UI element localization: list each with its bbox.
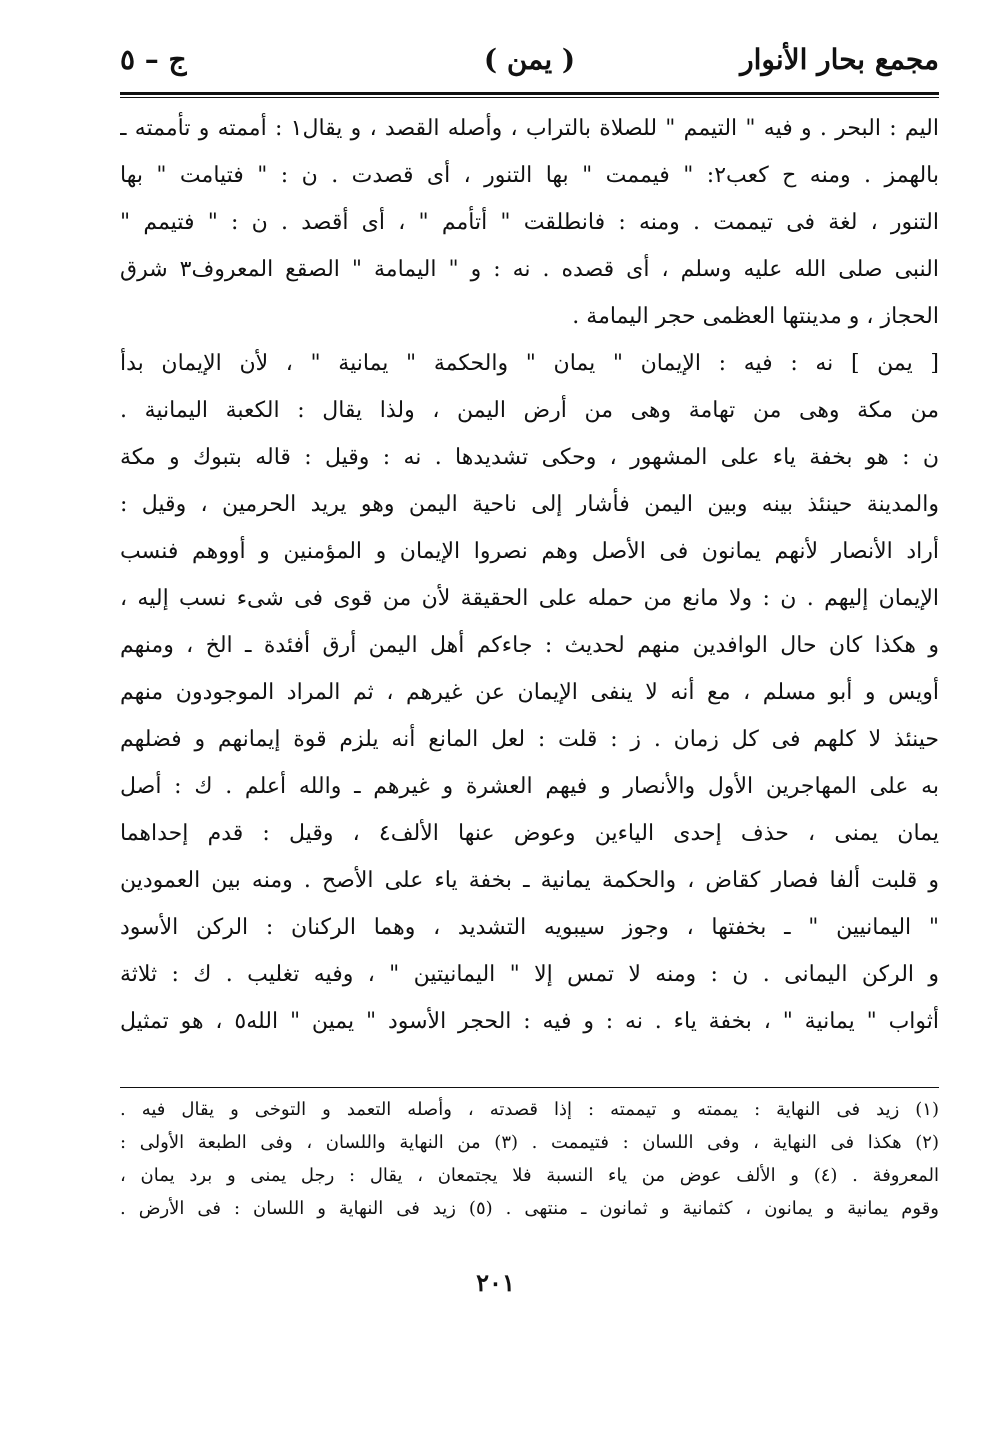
footnote-line: وقوم يمانية و يمانون ، كثمانية و ثمانون ـ منتهى . (٥) زيد فى النهاية و اللسان : فى الأرض .: [120, 1198, 939, 1219]
footnotes: [120, 1093, 939, 1225]
footnote-line: المعروفة . (٤) و الألف عوض من ياء النسبة فلا يجتمعان ، يقال : رجل يمنى و برد يمان ،: [120, 1165, 939, 1186]
text-line: و هكذا كان حال الوافدين منهم لحديث : جاءكم أهل اليمن أرق أفئدة ـ الخ ، ومنهم: [120, 633, 939, 658]
text-line: أثواب " يمانية " ، بخفة ياء . نه : و فيه : الحجر الأسود " يمين " الله٥ ، هو تمثيل: [120, 1009, 939, 1034]
running-header: [120, 40, 939, 90]
header-rule-thick: [120, 92, 939, 95]
page-number: ٢٠١: [476, 1268, 515, 1297]
text-line: الحجاز ، و مدينتها العظمى حجر اليمامة .: [572, 304, 939, 329]
text-line: و قلبت ألفا فصار كقاض ، والحكمة يمانية ـ بخفة ياء على الأصح . ومنه بين العمودين: [120, 868, 939, 893]
text-line: الإيمان إليهم . ن : ولا مانع من حمله على الحقيقة لأن من قوى فى شىء نسب إليه ،: [120, 586, 939, 611]
main-text: [120, 105, 939, 1045]
text-line: أويس و أبو مسلم ، مع أنه لا ينفى الإيمان عن غيرهم ، ثم المراد الموجودون منهم: [120, 680, 939, 705]
text-line: النبى صلى الله عليه وسلم ، أى قصده . نه : و " اليمامة " الصقع المعروف٣ شرق: [120, 257, 939, 282]
book-title: مجمع بحار الأنوار: [740, 43, 939, 76]
header-rule-thin: [120, 97, 939, 98]
text-line: [ يمن ] نه : فيه : الإيمان " يمان " والحكمة " يمانية " ، لأن الإيمان بدأ: [120, 351, 939, 376]
text-line: اليم : البحر . و فيه " التيمم " للصلاة بالتراب ، وأصله القصد ، و يقال١ : أممته و تأممته ـ: [120, 116, 939, 141]
entry-heading: ( يمن ): [483, 43, 576, 76]
volume-label: ج – ٥: [120, 43, 187, 76]
footnote-line: (١) زيد فى النهاية : يممته و تيممته : إذا قصدته ، وأصله التعمد و التوخى و يقال فيه .: [120, 1099, 939, 1120]
text-line: و الركن اليمانى . ن : ومنه لا تمس إلا " اليمانيتين " ، وفيه تغليب . ك : ثلاثة: [120, 962, 939, 987]
text-line: ن : هو بخفة ياء على المشهور ، وحكى تشديدها . نه : وقيل : قاله بتبوك و مكة: [120, 445, 939, 470]
text-line: به على المهاجرين الأول والأنصار و فيهم العشرة و غيرهم ـ والله أعلم . ك : أصل: [120, 774, 939, 799]
footnote-divider: [120, 1087, 939, 1088]
text-line: يمان يمنى ، حذف إحدى الياءين وعوض عنها الألف٤ ، وقيل : قدم إحداهما: [120, 821, 939, 846]
text-line: التنور ، لغة فى تيممت . ومنه : فانطلقت " أتأمم " ، أى أقصد . ن : " فتيمم ": [120, 210, 939, 235]
text-line: والمدينة حينئذ بينه وبين اليمن فأشار إلى ناحية اليمن وهو يريد الحرمين ، وقيل :: [120, 492, 939, 517]
text-line: بالهمز . ومنه ح كعب٢: " فيممت " بها التنور ، أى قصدت . ن : " فتيامت " بها: [120, 163, 939, 188]
text-line: أراد الأنصار لأنهم يمانون فى الأصل وهم نصروا الإيمان و المؤمنين و أووهم فنسب: [120, 539, 939, 564]
footnote-line: (٢) هكذا فى النهاية ، وفى اللسان : فتيممت . (٣) من النهاية واللسان ، وفى الطبعة الأولى :: [120, 1132, 939, 1153]
text-line: من مكة وهى من تهامة وهى من أرض اليمن ، ولذا يقال : الكعبة اليمانية .: [120, 398, 939, 423]
text-line: حينئذ لا كلهم فى كل زمان . ز : قلت : لعل المانع أنه يلزم قوة إيمانهم و فضلهم: [120, 727, 939, 752]
text-line: " اليمانيين " ـ بخفتها ، وجوز سيبويه التشديد ، وهما الركنان : الركن الأسود: [120, 915, 939, 940]
